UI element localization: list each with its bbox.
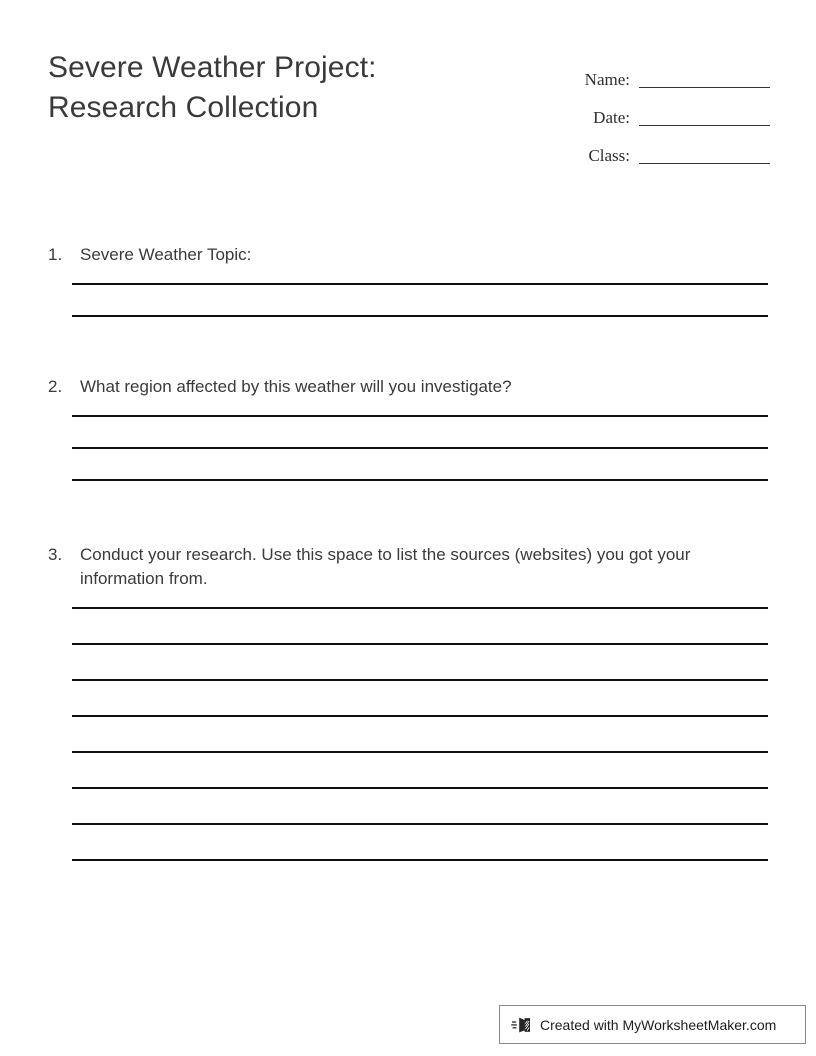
answer-line[interactable] (72, 859, 768, 861)
question-3-text: Conduct your research. Use this space to list the sources (websites) you got your information from. (80, 545, 691, 588)
answer-line[interactable] (72, 823, 768, 825)
answer-line[interactable] (72, 415, 768, 417)
question-2-answer-area[interactable] (48, 415, 768, 481)
answer-line[interactable] (72, 643, 768, 645)
question-1-answer-area[interactable] (48, 283, 768, 317)
question-1 (48, 243, 768, 347)
field-class-input[interactable] (639, 162, 770, 164)
question-2 (48, 375, 768, 511)
answer-line[interactable] (72, 607, 768, 609)
created-with-badge[interactable] (499, 1005, 806, 1044)
answer-line[interactable] (72, 787, 768, 789)
question-3 (48, 543, 768, 895)
field-name-input[interactable] (639, 86, 770, 88)
page-title-line-2: Research Collection (48, 91, 319, 124)
answer-line[interactable] (72, 751, 768, 753)
field-date-label: Date: (593, 108, 630, 127)
worksheet-header (0, 0, 816, 175)
created-with-label: Created with MyWorksheetMaker.com (540, 1016, 777, 1033)
field-class-label: Class: (588, 146, 630, 165)
page-title (48, 48, 518, 128)
answer-line[interactable] (72, 679, 768, 681)
worksheet-maker-logo-icon (511, 1014, 533, 1036)
field-date-input[interactable] (639, 124, 770, 126)
student-info-fields (520, 50, 770, 164)
question-2-text: What region affected by this weather will you investigate? (80, 377, 512, 396)
question-3-answer-area[interactable] (48, 607, 768, 861)
answer-line[interactable] (72, 283, 768, 285)
question-1-text: Severe Weather Topic: (80, 245, 252, 264)
page-title-line-1: Severe Weather Project: (48, 51, 377, 84)
answer-line[interactable] (72, 715, 768, 717)
field-date (520, 88, 770, 126)
answer-line[interactable] (72, 315, 768, 317)
question-3-prompt (48, 543, 768, 591)
answer-line[interactable] (72, 447, 768, 449)
field-class (520, 126, 770, 164)
question-1-number: 1. (48, 245, 63, 264)
question-3-number: 3. (48, 545, 63, 564)
question-2-number: 2. (48, 377, 63, 396)
field-name-label: Name: (584, 70, 630, 89)
question-1-prompt (48, 243, 768, 267)
question-2-prompt (48, 375, 768, 399)
answer-line[interactable] (72, 479, 768, 481)
field-name (520, 50, 770, 88)
